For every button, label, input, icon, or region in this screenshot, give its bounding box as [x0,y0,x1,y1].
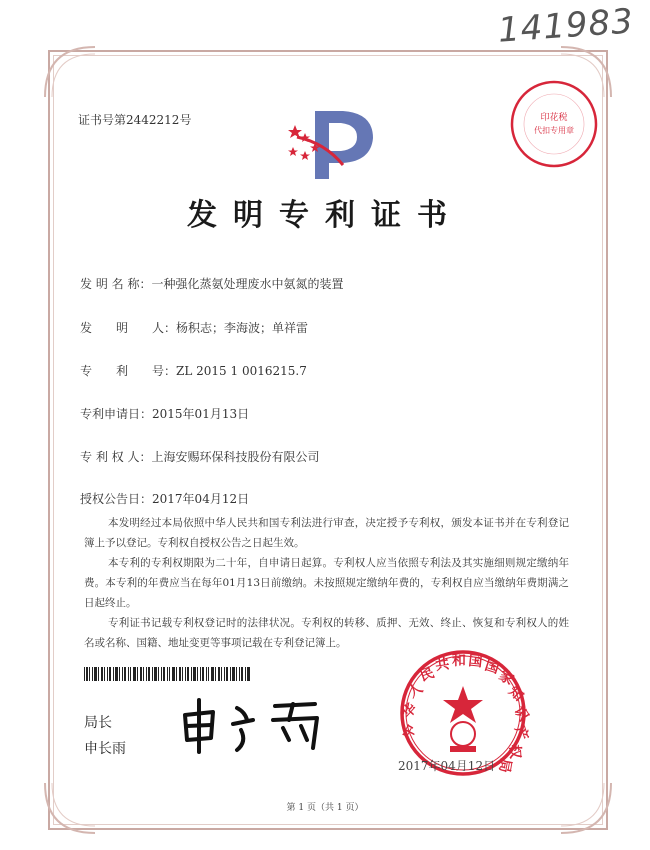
patent-number-field [80,362,307,379]
grant-date-field [80,490,249,507]
svg-text:印花税: 印花税 [540,113,568,123]
svg-text:国: 国 [467,653,484,671]
svg-text:产: 产 [511,724,531,743]
director-title: 局长 [84,715,112,731]
stamp-date: 2017年04月12日 [398,759,496,773]
field-value: 上海安赐环保科技股份有限公司 [151,450,320,464]
page-footer: 第 1 页（共 1 页） [286,803,364,813]
svg-text:共: 共 [434,656,451,674]
body-paragraph: 专利证书记载专利权登记时的法律状况。专利权的转移、质押、无效、终止、恢复和专利权人的姓名或名称、国籍、地址变更等事项记载在专利登记簿上。 [84,617,569,649]
patent-office-logo [285,103,380,183]
tax-seal [508,78,600,170]
field-value: 一种强化蒸氨处理废水中氨氮的装置 [151,277,344,291]
svg-text:家: 家 [496,667,517,689]
svg-text:民: 民 [417,664,437,685]
patentee-field [80,448,319,465]
svg-text:中: 中 [399,722,421,742]
field-label: 专利申请日： [80,407,153,421]
svg-text:识: 识 [510,703,532,724]
svg-text:华: 华 [399,700,421,722]
svg-text:人: 人 [405,680,426,702]
body-paragraph: 本专利的专利权期限为二十年，自申请日起算。专利权人应当依照专利法及其实施细则规定缴纳年费。本专利的年费应当在每年01月13日前缴纳。未按照规定缴纳年费的，专利权自应当缴纳年费期满之日起终止。 [84,557,569,609]
field-label: 专 利 权 人： [80,450,152,464]
svg-text:代扣专用章: 代扣专用章 [534,126,574,135]
inventor-field [80,319,308,336]
field-label: 授权公告日： [80,492,153,506]
certificate-title: 发明专利证书 [187,198,463,233]
svg-text:局: 局 [495,757,514,774]
field-value: 2015年01月13日 [152,407,250,421]
field-label: 专 利 号： [80,364,177,378]
certificate-number: 证书号第2442212号 [78,113,192,127]
field-value: 2017年04月12日 [152,492,250,506]
director-name: 申长雨 [84,741,126,757]
field-label: 发 明 人： [80,321,177,335]
corner-ornament-top-left [40,42,100,102]
handwritten-number: 141983 [496,1,636,51]
application-date-field [80,405,249,422]
body-paragraph: 本发明经过本局依照中华人民共和国专利法进行审查，决定授予专利权，颁发本证书并在专利登记簿上予以登记。专利权自授权公告之日起生效。 [84,517,569,549]
field-value: ZL 2015 1 0016215.7 [176,364,307,378]
svg-text:国: 国 [482,657,502,678]
field-label: 发 明 名 称： [80,277,152,291]
invention-name-field [80,275,343,292]
field-value: 杨积志；李海波；单祥雷 [176,321,309,335]
svg-text:权: 权 [506,744,523,760]
certificate-body [84,513,569,653]
handwritten-signature [175,690,335,760]
barcode [84,667,250,681]
svg-text:知: 知 [505,683,527,705]
svg-text:和: 和 [452,653,466,669]
